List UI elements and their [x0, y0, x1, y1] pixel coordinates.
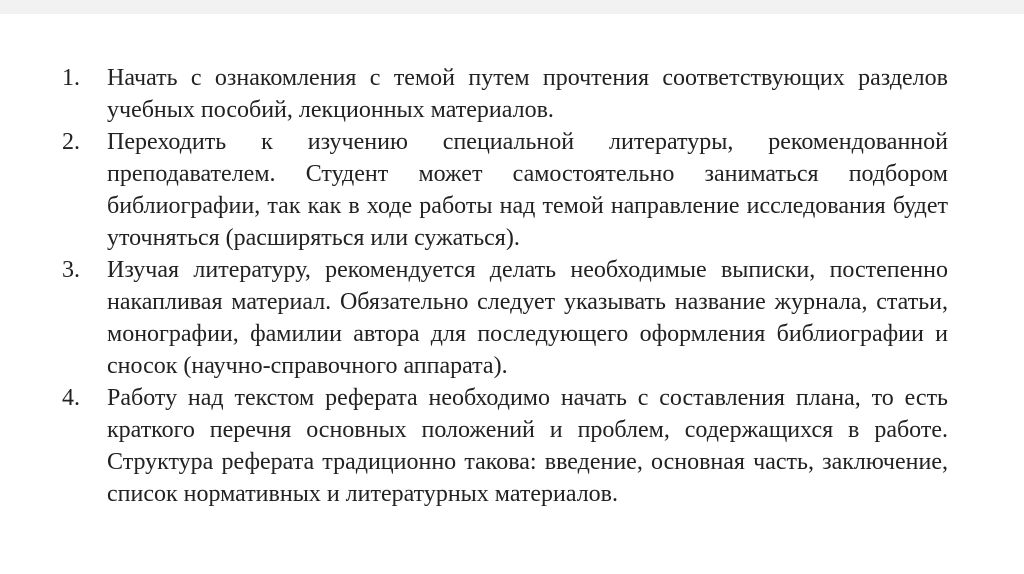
slide	[0, 14, 1024, 574]
list-item-number: 1.	[62, 65, 80, 91]
list-item	[62, 62, 948, 126]
list-item-text: Переходить к изучению специальной литературы, рекомендованной преподавателем. Студент может самостоятельно заниматься подбором библиографии, так как в ходе работы над темой направление исследования будет уточняться (расширяться или сужаться).	[107, 129, 948, 251]
list-item	[62, 126, 948, 254]
numbered-list	[62, 62, 948, 510]
top-bar	[0, 0, 1024, 14]
list-item-text: Работу над текстом реферата необходимо начать с составления плана, то есть краткого перечня основных положений и проблем, содержащихся в работе. Структура реферата традиционно такова: введение, основная часть, заключение, список нормативных и литературных материалов.	[107, 385, 948, 507]
list-item	[62, 382, 948, 510]
list-item-number: 3.	[62, 257, 80, 283]
list-item-text: Изучая литературу, рекомендуется делать необходимые выписки, постепенно накапливая материал. Обязательно следует указывать название журнала, статьи, монографии, фамилии автора для последующего оформления библиографии и сносок (научно-справочного аппарата).	[107, 257, 948, 379]
list-item	[62, 254, 948, 382]
list-item-number: 2.	[62, 129, 80, 155]
list-item-number: 4.	[62, 385, 80, 411]
list-item-text: Начать с ознакомления с темой путем прочтения соответствующих разделов учебных пособий, лекционных материалов.	[107, 65, 948, 123]
